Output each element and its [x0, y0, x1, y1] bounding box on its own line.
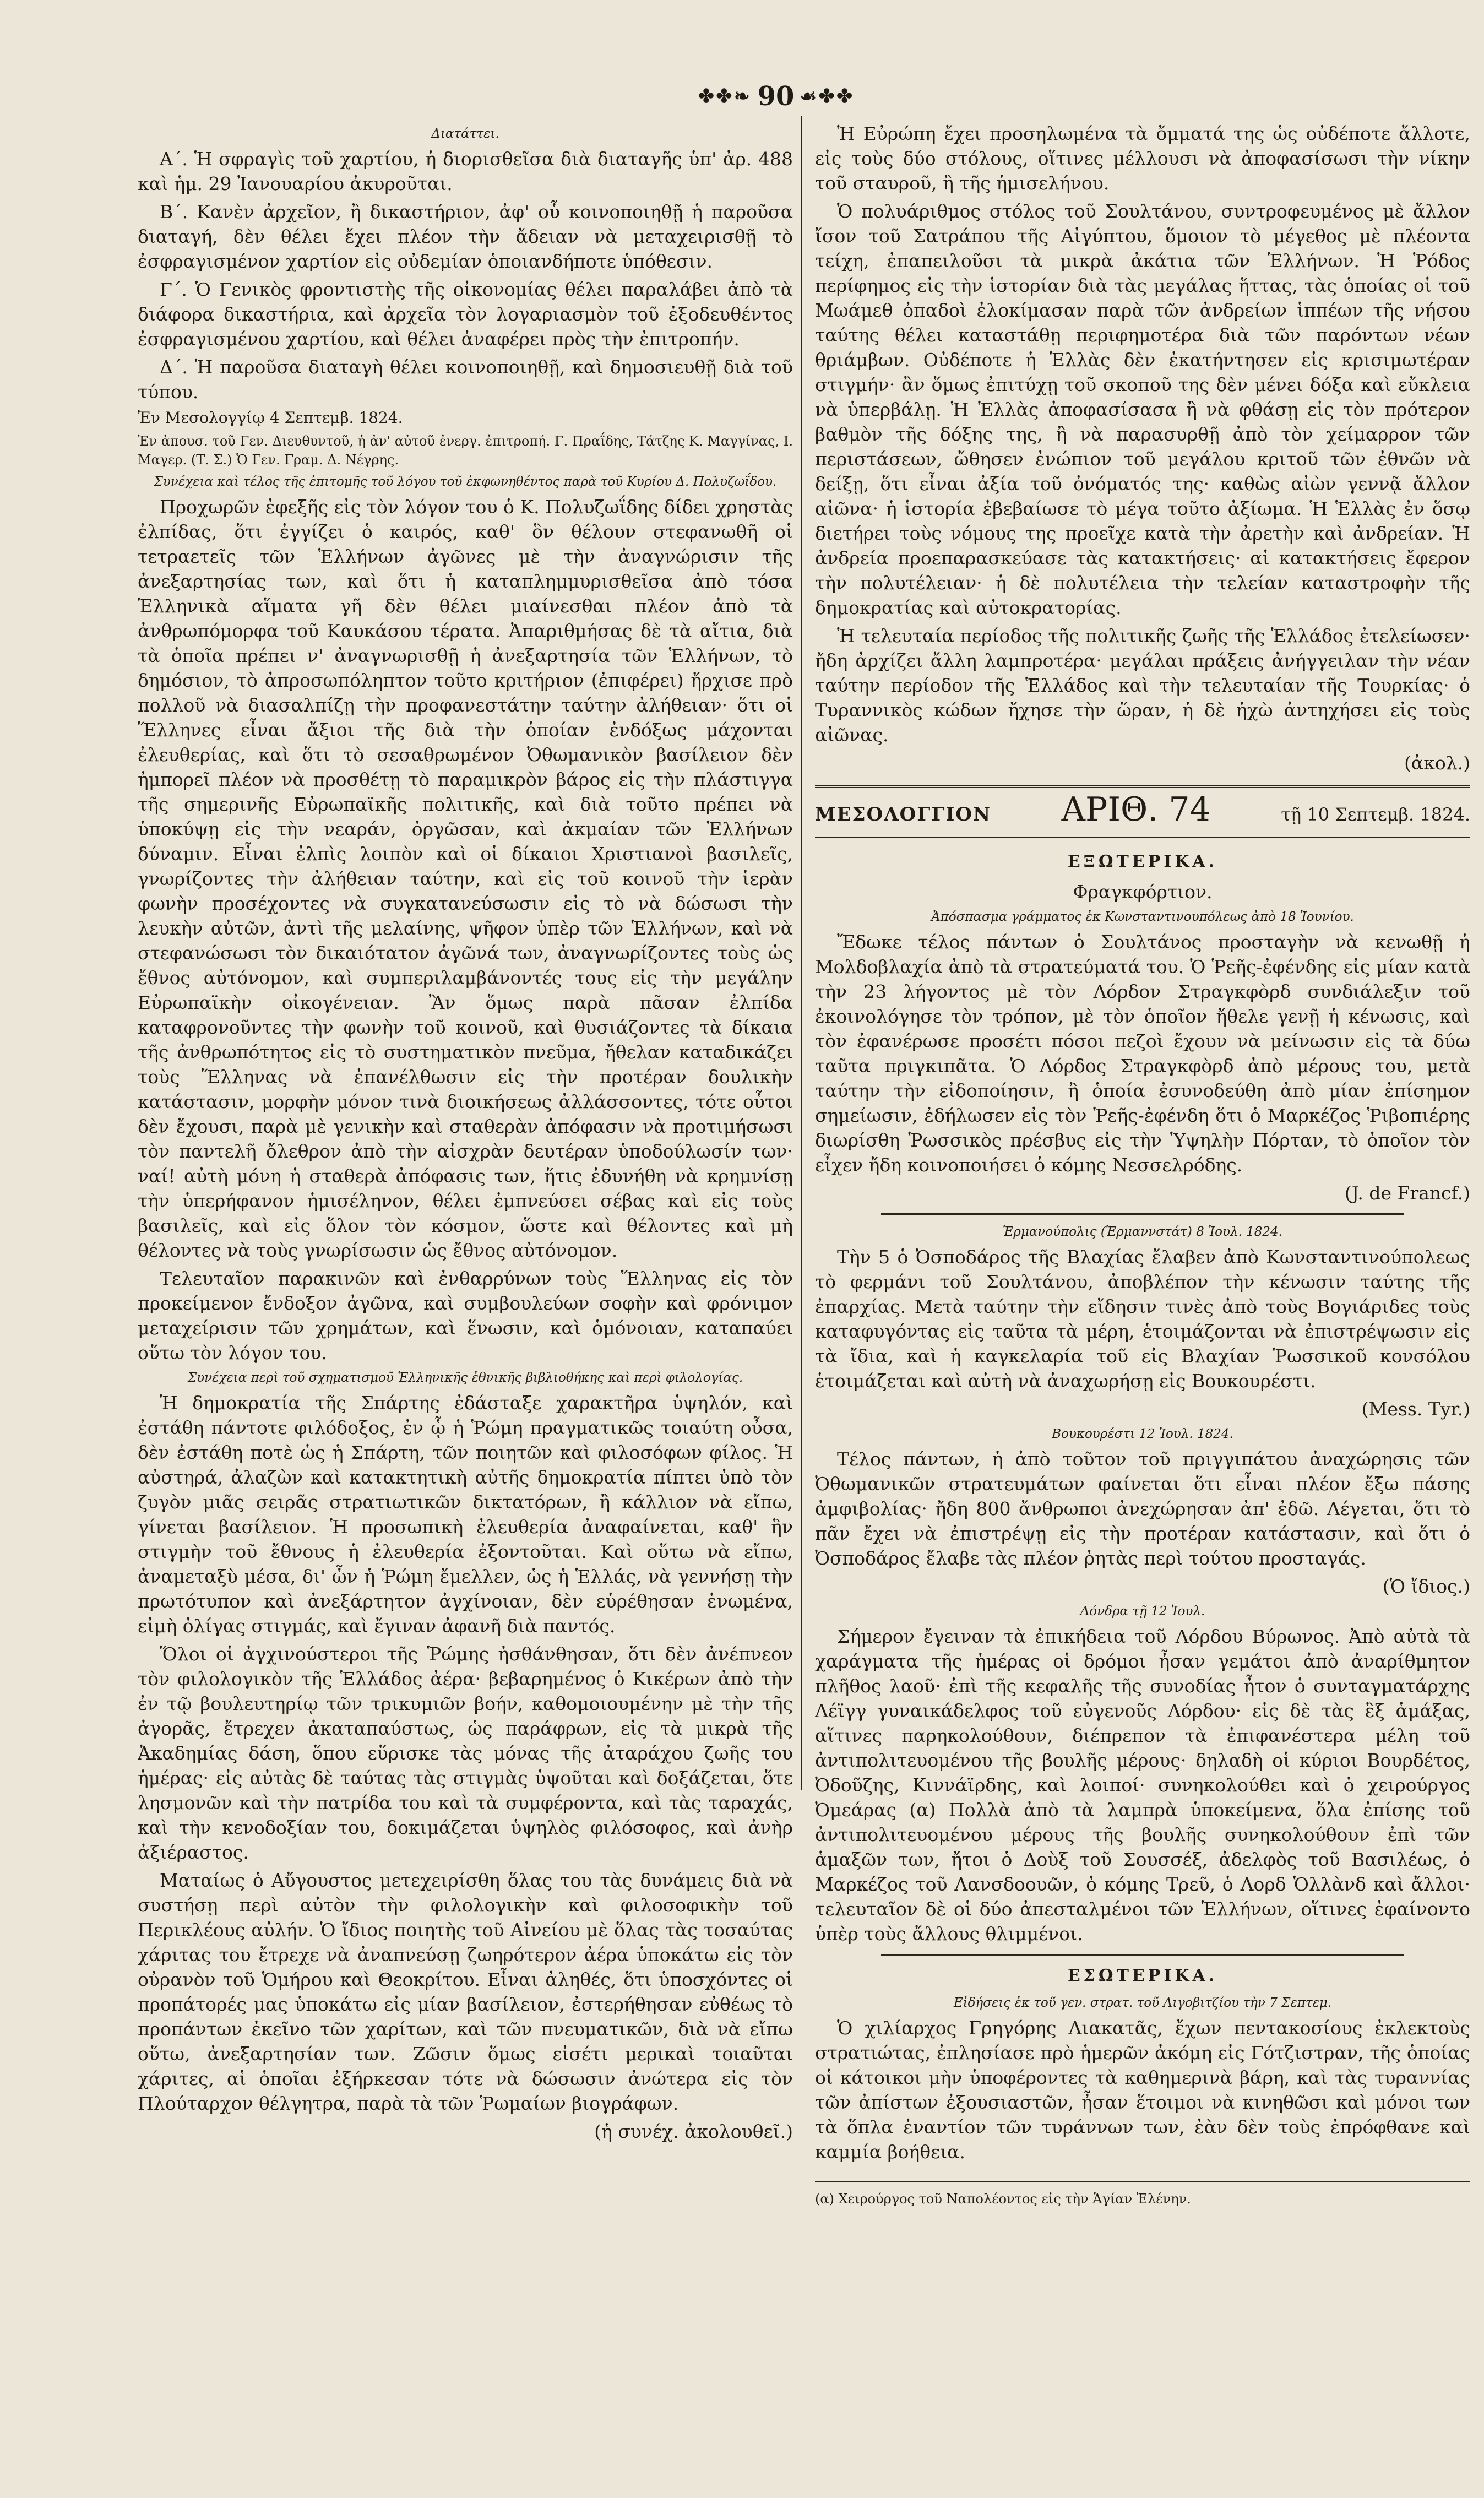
speech-paragraph: Τελευταῖον παρακινῶν καὶ ἐνθαρρύνων τοὺς Ἕλληνας εἰς τὸν προκείμενον ἔνδοξον ἀγῶνα, καὶ συμβουλεύων σοφὴν καὶ φρόνιμον μεταχείρισιν τῶν χρημάτων, καὶ ἕνωσιν, καὶ ὁμόνοιαν, καταπαύει οὕτω τὸν λόγον του. [138, 1268, 793, 1364]
section-rule [881, 1954, 1404, 1956]
foreign-news-heading: ΕΞΩΤΕΡΙΚΑ. [1067, 852, 1218, 871]
frankfurt-heading: Φραγκφόρτιον. [1073, 881, 1213, 903]
speech-paragraph: Προχωρῶν ἐφεξῆς εἰς τὸν λόγον του ὁ Κ. Πολυζωΐδης δίδει χρηστὰς ἐλπίδας, ὅτι ἐγγίζει ὁ καιρός, καθ' ὃν θέλουν στεφανωθῆ οἱ τετραετεῖς τῶν Ἑλλήνων ἀγῶνες μὲ τὴν ἀναγνώρισιν τῆς ἀνεξαρτησίας των, καὶ ὅτι ἡ καταπλημμυρισθεῖσα ἀπὸ τόσα Ἑλληνικὰ αἵματα γῆ δὲν θέλει μιαίνεσθαι πλέον ἀπὸ τὰ ἀνθρωπόμορφα τοῦ Καυκάσου τέρατα. Ἀπαριθμήσας δὲ τὰ αἴτια, διὰ τὰ ὁποῖα πρέπει ν' ἀναγνωρισθῇ ἡ ἀνεξαρτησία τῶν Ἑλλήνων, τὸ δημόσιον, τὸ ἀπροσωπόληπτον τοῦτο κριτήριον (ἐπιφέρει) ἤρχισε πρὸ πολλοῦ νὰ διασαλπίζῃ τὴν προφανεστάτην ταύτην ἀλήθειαν· ὅτι οἱ Ἕλληνες εἶναι ἄξιοι τῆς διὰ τὴν ὁποίαν ἐνδόξως μάχονται ἐλευθερίας, καὶ ὅτι τὸ σεσαθρωμένον Ὀθωμανικὸν βασίλειον δὲν ἠμπορεῖ πλέον νὰ προσθέτῃ τὸ παραμικρὸν βάρος εἰς τὴν πλάστιγγα τῆς σημερινῆς Εὐρωπαϊκῆς πολιτικῆς, καὶ διὰ τοῦτο πρέπει νὰ ὑποκύψῃ εἰς τὴν νεαράν, ὀργῶσαν, καὶ ἀκμαίαν τῶν Ἑλλήνων δύναμιν. Εἶναι ἐλπὶς λοιπὸν καὶ οἱ δίκαιοι Χριστιανοὶ βασιλεῖς, γνωρίζοντες τὴν ἀλήθειαν ταύτην, καὶ εἰς τοῦ κοινοῦ τὴν ἱερὰν φωνὴν προσέχοντες νὰ συγκατανεύσωσιν εἰς τὸ νὰ δώσωσι τὴν λευκὴν αὐτῶν, ἀντὶ τῆς μελαίνης, ψῆφον ὑπὲρ τῶν Ἑλλήνων, καὶ νὰ στεφανώσωσι τὸν δικαιότατον ἀγῶνά των, ἀναγνωρίζοντες τοὺς ὡς ἔθνος αὐτόνομον, καὶ συμπεριλαμβάνοντές τους εἰς τὴν μεγάλην Εὐρωπαϊκὴν οἰκογένειαν. Ἂν ὅμως παρὰ πᾶσαν ἐλπίδα καταφρονοῦντες τὴν φωνὴν τοῦ κοινοῦ, καὶ θυσιάζοντες τὰ δίκαια τῆς ἀνθρωπότητος εἰς τὸ συστηματικὸν πνεῦμα, ἤθελαν καταδικάζει τοὺς Ἕλληνας νὰ ἐπανέλθωσιν εἰς τὴν προτέραν δουλικὴν κατάστασιν, μορφὴν μόνον τινὰ διοικήσεως ἀλλάσσοντες, τότε οὗτοι δὲν ἔχουσι, παρὰ μὲ γενικὴν καὶ σταθερὰν ἀπόφασιν νὰ προτιμήσωσι τὸν παντελῆ ὄλεθρον ἀπὸ τὴν αἰσχρὰν δευτέραν ὑποδούλωσίν των· ναί! αὐτὴ μόνη ἡ σταθερὰ ἀπόφασις των, ἥτις ἐδυνήθη νὰ κρημνίσῃ τὴν ὑπερήφανον ἡμισέληνον, θέλει ἐμπνεύσει σέβας καὶ εἰς τοὺς βασιλεῖς, καὶ εἰς ὅλον τὸν κόσμον, ὥστε καὶ θέλοντες καὶ μὴ θέλοντες νὰ τοὺς γνωρίσωσιν ὡς ἔθνος αὐτόνομον. [138, 496, 793, 1261]
decree-item-c: Γ΄. Ὁ Γενικὸς φροντιστὴς τῆς οἰκονομίας θέλει παραλάβει ἀπὸ τὰ διάφορα δικαστήρια, καὶ ἀρχεῖα τὸν λογαριασμὸν τοῦ ἐξοδευθέντος ἐσφραγισμένου χαρτίου, καὶ θέλει ἀναφέρει πρὸς τὴν ἐπιτροπήν. [138, 279, 793, 350]
decree-item-a: Α΄. Ἡ σφραγὶς τοῦ χαρτίου, ἡ διορισθεῖσα διὰ διαταγῆς ὑπ' ἀρ. 488 καὶ ἡμ. 29 Ἰανουαρίου ἀκυροῦται. [138, 148, 793, 194]
frankfurt-subheading: Ἀπόσπασμα γράμματος ἐκ Κωνσταντινουπόλεως ἀπὸ 18 Ἰουνίου. [931, 910, 1354, 924]
page-header [698, 77, 855, 116]
philology-paragraph: Ὅλοι οἱ ἀγχινούστεροι τῆς Ῥώμης ἠσθάνθησαν, ὅτι δὲν ἀνέπνεον τὸν φιλολογικὸν τῆς Ἑλλάδος ἀέρα· βεβαρημένος ὁ Κικέρων ἀπὸ τὴν ἐν τῷ βουλευτηρίῳ τῶν τρικυμιῶν βοήν, καθομοιουμένην μὲ τὴν τῆς ἀγορᾶς, ἔτρεχεν ἀκαταπαύστως, ὡς παράφρων, εἰς τὰ μικρὰ τῆς Ἀκαδημίας δάση, ὅπου εὕρισκε τὰς μόνας τῆς ἀταράχου ζωῆς του ἡμέρας· εἰς αὐτὰς δὲ ταύτας τὰς στιγμὰς ὑψοῦται καὶ δοξάζεται, ὅτε λησμονῶν καὶ τὴν πατρίδα του καὶ τὰ συμφέροντα, καὶ τὰς ταραχάς, καὶ τὴν κενοδοξίαν του, δοκιμάζεται ὑψηλὸς φιλόσοφος, καὶ ἀνὴρ ἀξιέραστος. [138, 1643, 793, 1863]
domestic-text: Ὁ χιλίαρχος Γρηγόρης Λιακατᾶς, ἔχων πεντακοσίους ἐκλεκτοὺς στρατιώτας, ἐπλησίασε πρὸ ἡμερῶν ἀκόμη εἰς Γότζιστραν, τῆς ὁποίας οἱ κάτοικοι μὴν ὑποφέροντες τὰ καθημερινὰ βάρη, καὶ τὰς τυραννίας τῶν ἀπίστων ἐξουσιαστῶν, ἦσαν ἕτοιμοι νὰ κινηθῶσι καὶ μόνοι των τὰ ὅπλα ἐναντίον τῶν τυράννων των, ἐὰν δὲν τοὺς ἐπρόφθανε καὶ καμμία βοήθεια. [815, 2017, 1470, 2163]
decree-item-d: Δ΄. Ἡ παροῦσα διαταγὴ θέλει κοινοποιηθῇ, καὶ δημοσιευθῇ διὰ τοῦ τύπου. [138, 356, 793, 403]
bucharest-source: (Ὁ ἴδιος.) [1382, 1576, 1470, 1597]
masthead-place: ΜΕΣΟΛΟΓΓΙΟΝ [815, 803, 992, 826]
hermoupolis-source: (Mess. Tyr.) [1361, 1398, 1470, 1420]
frankfurt-source: (J. de Francf.) [1344, 1182, 1470, 1204]
frankfurt-text: Ἔδωκε τέλος πάντων ὁ Σουλτάνος προσταγὴν νὰ κενωθῇ ἡ Μολδοβλαχία ἀπὸ τὰ στρατεύματά του. Ὁ Ῥεῆς-ἐφένδης εἰς μίαν κατὰ τὴν 23 λήγοντος μὲ τὸν Λόρδον Στραγκφὸρδ συνδιάλεξιν τοῦ ἐκοινολόγησε τὸν τρόπον, μὲ τὸν ὁποῖον ἤθελε γενῇ ἡ κένωσις, καὶ τὸν ἐφανέρωσε προσέτι πόσοι πεζοὶ ἔχουν νὰ μείνωσιν εἰς τὰ δύω ταῦτα πριγκιπᾶτα. Ὁ Λόρδος Στραγκφὸρδ ἀπὸ μέρους του, μετὰ ταύτην τὴν εἰδοποίησιν, ἢ ὁποία ἐσυνοδεύθη ἀπὸ μίαν ἐπίσημον σημείωσιν, ἐδήλωσεν εἰς τὸν Ῥεῆς-ἐφένδη ὅτι ὁ Μαρκέζος Ῥιβοπιέρης διωρίσθη Ῥωσσικὸς πρέσβυς εἰς τὴν Ὑψηλὴν Πόρταν, τὸ ὁποῖον τὸν εἶχεν ἤδη κοινοποιήσει ὁ κόμης Νεσσελρόδης. [815, 931, 1470, 1176]
london-text: Σήμερον ἔγειναν τὰ ἐπικήδεια τοῦ Λόρδου Βύρωνος. Ἀπὸ αὐτὰ τὰ χαράγματα τῆς ἡμέρας οἱ δρόμοι ἦσαν γεμάτοι ἀπὸ ἀναρίθμητον πλῆθος λαοῦ· ἐπὶ τῆς κεφαλῆς τῆς συνοδίας ἦτον ὁ συνταγματάρχης Λέϊγγ γυναικάδελφος τοῦ εὐγενοῦς Λόρδου· εἰς δὲ τὰς ἓξ ἁμάξας, αἵτινες παρηκολούθουν, διέπρεπον τὰ ἐπιφανέστερα μέλη τοῦ ἀντιπολιτευομένου τῆς βουλῆς μέρους· δηλαδὴ οἱ κύριοι Βουρδέτος, Ὀδοῦζης, Κιννάϊρδης, καὶ λοιποί· συνηκολούθει καὶ ὁ χειρούργος Ὀμεάρας (α) Πολλὰ ἀπὸ τὰ λαμπρὰ ὑποκείμενα, ὅλα ἐπίσης τοῦ ἀντιπολιτευομένου μέρους τῆς βουλῆς συνηκολούθουν ἐπὶ τῶν ἁμαξῶν των, ἤτοι ὁ Δοὺξ τοῦ Σουσσέξ, ἀδελφὸς τοῦ Βασιλέως, ὁ Μαρκέζος τοῦ Λανσδοουῶν, ὁ κόμης Τρεῦ, ὁ Λορδ Ὁλλὰνδ καὶ ἄλλοι· τελευταῖον δὲ οἱ δύο ἀπεσταλμένοι τῶν Ἑλλήνων, οἵτινες ἐφαίνοντο ὑπὲρ τοὺς ἄλλους θλιμμένοι. [815, 1626, 1470, 1945]
philology-paragraph: Ἡ δημοκρατία τῆς Σπάρτης ἐδάσταξε χαρακτῆρα ὑψηλόν, καὶ ἐστάθη πάντοτε φιλόδοξος, ἐν ᾧ ἡ Ῥώμη πραγματικῶς τοιαύτη οὖσα, δὲν ἐστάθη ποτὲ ὡς ἡ Σπάρτη, τῶν ποιητῶν καὶ φιλοσόφων φίλος. Ἡ αὐστηρά, ἀλαζὼν καὶ κατακτητικὴ αὐτῆς δημοκρατία πίπτει ὑπὸ τὸν ζυγὸν μιᾶς σειρᾶς στρατιωτικῶν δικτατόρων, ἢ κάλλιον νὰ εἴπω, γίνεται βασίλειον. Ἡ προσωπικὴ ἐλευθερία ἀναφαίνεται, καθ' ἣν στιγμὴν τοῦ ἔθνους ἡ ἐλευθερία ἐξοντοῦται. Καὶ οὕτω νὰ εἴπω, ἀναμεταξὺ μέσα, δι' ὧν ἡ Ῥώμη ἔμελλεν, ὡς ἡ Ἑλλάς, νὰ γεννήσῃ τὴν πρωτότυπον καὶ ἀνεξάρτητον ἀγχίνοιαν, δὲν εὑρέθησαν ἑνωμένα, εἰμὴ ὀλίγας στιγμάς, καὶ ἔγιναν ἀφανῆ διὰ παντός. [138, 1392, 793, 1637]
masthead-number: ΑΡΙΘ. 74 [1061, 790, 1211, 829]
london-heading: Λόνδρα τῇ 12 Ἰουλ. [1080, 1604, 1205, 1619]
decree-item-b: Β΄. Κανὲν ἀρχεῖον, ἢ δικαστήριον, ἀφ' οὗ κοινοποιηθῇ ἡ παροῦσα διαταγή, δὲν θέλει ἔχει πλέον τὴν ἄδειαν νὰ μεταχειρισθῇ τὸ ἐσφραγισμένον χαρτίον εἰς οὐδεμίαν ὁποιανδήποτε ὑπόθεσιν. [138, 201, 793, 272]
left-column [138, 121, 793, 2467]
philology-heading: Συνέχεια περὶ τοῦ σχηματισμοῦ Ἑλληνικῆς ἐθνικῆς βιβλιοθήκης καὶ περὶ φιλολογίας. [187, 1371, 743, 1385]
decree-heading: Διατάττει. [431, 127, 499, 141]
bucharest-heading: Βουκουρέστι 12 Ἰουλ. 1824. [1052, 1427, 1233, 1441]
hermoupolis-text: Τὴν 5 ὁ Ὀσποδάρος τῆς Βλαχίας ἔλαβεν ἀπὸ Κωνσταντινούπολεως τὸ φερμάνι τοῦ Σουλτάνου, ἀποβλέπον τὴν κένωσιν ταύτης τῆς ἐπαρχίας. Μετὰ ταύτην τὴν εἴδησιν τινὲς ἀπὸ τοὺς Βογιάριδες τοὺς καταφυγόντας εἰς ταῦτα τὰ μέρη, ἑτοιμάζονται νὰ ἐπιστρέψωσιν εἰς τὰ ἴδια, καὶ ἡ καγκελαρία τοῦ εἰς Βλαχίαν Ῥωσσικοῦ κονσόλου ἑτοιμάζεται καὶ αὐτὴ νὰ ἀναχωρήσῃ εἰς Βουκουρέστι. [815, 1246, 1470, 1392]
speech-continuation-paragraph: Ὁ πολυάριθμος στόλος τοῦ Σουλτάνου, συντροφευμένος μὲ ἄλλον ἴσον τοῦ Σατράπου τῆς Αἰγύπτου, ὅμοιον τὸ μέγεθος μὲ πλέοντα τείχη, ἐπαπειλοῦσι τὰ μικρὰ ἀκάτια τῶν Ἑλλήνων. Ἡ Ῥόδος περίφημος εἰς τὴν ἱστορίαν διὰ τὰς μεγάλας ἥττας, τὰς ὁποίας οἱ τοῦ Μωάμεθ ὀπαδοὶ ἐλοκίμασαν παρὰ τῶν ἀνδρείων ἱππέων τῆς νήσου ταύτης θέλει καταστάθῃ περιφημοτέρα διὰ τῶν παρόντων νέων θριάμβων. Οὐδέποτε ἡ Ἑλλὰς δὲν ἐκατήντησεν εἰς κρισιμωτέραν στιγμήν· ἂν ὅμως ἐπιτύχῃ τοῦ σκοποῦ της δὲν μένει δόξα καὶ εὔκλεια νὰ ὑπερβάλῃ. Ἡ Ἑλλὰς ἀποφασίσασα ἢ νὰ φθάσῃ εἰς τὸν πρότερον βαθμὸν τῆς δόξης της, ἢ νὰ παρασυρθῇ ἀπὸ τὸν χείμαρρον τῶν περιστάσεων, ὤθησεν ἐνώπιον τοῦ μεγάλου κριτοῦ τῶν ἐθνῶν νὰ δείξῃ, ὅτι εἶναι ἀξία τοῦ ὀνόματός της· καθὼς αἰὼν γεννᾷ ἄλλον αἰῶνα· ἡ ἱστορία ἐβεβαίωσε τὸ μέγα τοῦτο ἀξίωμα. Ἡ Ἑλλὰς ἐν ὅσῳ διετήρει τοὺς νόμους της προεῖχε κατὰ τὴν ἀρετὴν καὶ ἀνδρείαν. Ἡ ἀνδρεία προεπαρασκεύασε τὰς κατακτήσεις· αἱ κατακτήσεις ἔφερον τὴν πολυτέλειαν· ἡ δὲ πολυτέλεια τὴν τελείαν καταστροφὴν τῆς δημοκρατίας καὶ αὐτοκρατορίας. [815, 200, 1470, 618]
speech-continuation-paragraph: Ἡ τελευταία περίοδος τῆς πολιτικῆς ζωῆς τῆς Ἑλλάδος ἐτελείωσεν· ἤδη ἀρχίζει ἄλλη λαμπροτέρα· μεγάλαι πράξεις ἀνήγγειλαν τὴν νέαν ταύτην περίοδον τῆς Ἑλλάδος καὶ τὴν τελευταίαν τῆς Τουρκίας· ὁ Τυραννικὸς κώδων ἤχησε τὴν ὥραν, ἡ δὲ ἠχὼ ἀντηχήσει εἰς τοὺς αἰῶνας. [815, 625, 1470, 746]
philology-paragraph: Ματαίως ὁ Αὔγουστος μετεχειρίσθη ὅλας του τὰς δυνάμεις διὰ νὰ συστήσῃ περὶ αὐτὸν τὴν φιλολογικὴν καὶ φιλοσοφικὴν τοῦ Περικλέους αὐλήν. Ὁ ἴδιος ποιητὴς τοῦ Αἰνείου μὲ ὅλας τὰς τοσαύτας χάριτας του ἔτρεχε νὰ ἀναπνεύσῃ ζωηρότερον ἀέρα ὑποκάτω εἰς τὸν οὐρανὸν τοῦ Ὁμήρου καὶ Θεοκρίτου. Εἶναι ἀληθές, ὅτι ὑποσχόντες οἱ προπάτορές μας ὑποκάτω εἰς μίαν βασίλειον, ἐστερήθησαν εὐθέως τὸ προπάντων ἐκεῖνο τῶν χαρίτων, καὶ τῶν πνευματικῶν, διὰ νὰ εἴπω οὕτω, ἀνεξαρτησίαν των. Ζῶσιν ὅμως εἰσέτι μερικαὶ τοιαῦται χάριτες, αἱ ὁποῖαι ἐξήρκεσαν τότε νὰ δώσωσιν ἀνώτερα εἰς τὸν Πλούταρχον θέλγητρα, παρὰ τὰ τῶν Ῥωμαίων βιογράφων. [138, 1870, 793, 2114]
masthead-date: τῇ 10 Σεπτεμβ. 1824. [1281, 804, 1470, 825]
decree-signatories: Ἐν ἀπουσ. τοῦ Γεν. Διευθυντοῦ, ἡ ἀν' αὐτοῦ ἐνεργ. ἐπιτροπή. Γ. Πραΐδης, Τάτζης Κ. Μαγγίνας, Ι. Μαγερ. (Τ. Σ.) Ὁ Γεν. Γραμ. Δ. Νέγρης. [138, 433, 793, 468]
column-divider [801, 116, 802, 1790]
right-column [815, 121, 1470, 2467]
speech-continuation-paragraph: Ἡ Εὐρώπη ἔχει προσηλωμένα τὰ ὄμματά της ὡς οὐδέποτε ἄλλοτε, εἰς τοὺς δύο στόλους, οἵτινες μέλλουσι νὰ ἀποφασίσωσι τὴν νίκην τοῦ σταυροῦ, ἢ τῆς ἡμισελήνου. [815, 123, 1470, 194]
continued-note: (ἡ συνέχ. ἀκολουθεῖ.) [594, 2121, 793, 2142]
decree-place-date: Ἐν Μεσολογγίῳ 4 Σεπτεμβ. 1824. [138, 409, 403, 427]
bucharest-text: Τέλος πάντων, ἡ ἀπὸ τοῦτον τοῦ πριγγιπάτου ἀναχώρησις τῶν Ὀθωμανικῶν στρατευμάτων φαίνεται ὅτι εἶναι πλέον ἔξω πάσης ἀμφιβολίας· ἤδη 800 ἄνθρωποι ἀνεχώρησαν ἀπ' ἐδῶ. Λέγεται, ὅτι τὸ πᾶν ἔχει νὰ ἐπιστρέψῃ εἰς τὴν προτέραν κατάστασιν, καὶ ὅτι ὁ Ὀσποδάρος ἔλαβε τὰς πλέον ῥητὰς περὶ τούτου προσταγάς. [815, 1448, 1470, 1569]
fleuron-right-icon: ☙✤✤ [800, 85, 855, 107]
footnote: (α) Χειρούργος τοῦ Ναπολέοντος εἰς τὴν Ἁγίαν Ἑλένην. [815, 2181, 1470, 2208]
page-number: 90 [757, 81, 795, 112]
section-rule [881, 1213, 1404, 1215]
issue-masthead [815, 785, 1470, 839]
hermoupolis-heading: Ἑρμανούπολις (Ἑρμαννστάτ) 8 Ἰουλ. 1824. [1003, 1225, 1282, 1239]
fleuron-left-icon: ✤✤❧ [698, 85, 752, 107]
domestic-subheading: Εἰδήσεις ἐκ τοῦ γεν. στρατ. τοῦ Λιγοβιτζίου τὴν 7 Σεπτεμ. [953, 1996, 1332, 2010]
speech-heading: Συνέχεια καὶ τέλος τῆς ἐπιτομῆς τοῦ λόγου τοῦ ἐκφωνηθέντος παρὰ τοῦ Κυρίου Δ. Πολυζωΐδου. [154, 475, 777, 489]
speech-continuation-end: (ἀκολ.) [1404, 752, 1470, 774]
domestic-news-heading: ΕΣΩΤΕΡΙΚΑ. [1067, 1966, 1218, 1985]
